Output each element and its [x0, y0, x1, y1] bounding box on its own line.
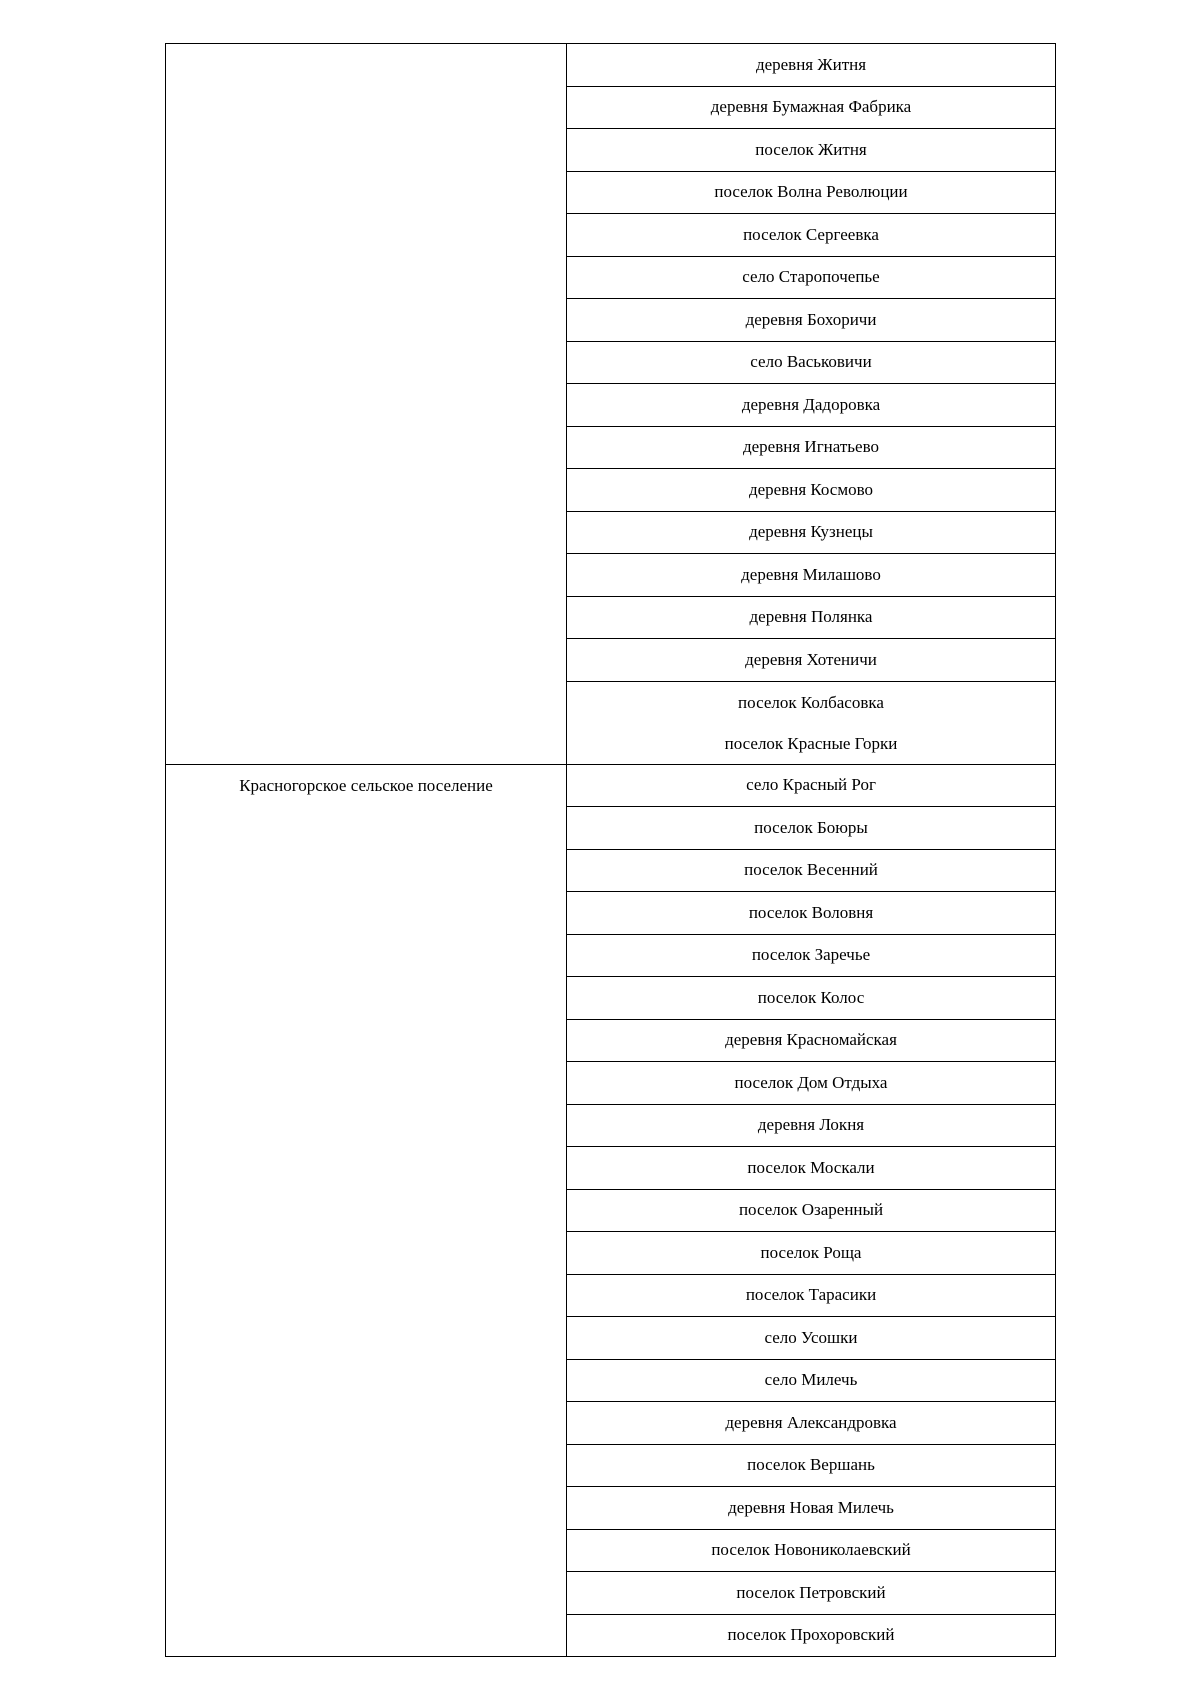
settlement-cell: деревня Красномайская	[567, 1019, 1056, 1062]
settlement-cell: деревня Бумажная Фабрика	[567, 86, 1056, 129]
settlement-cell: поселок Заречье	[567, 934, 1056, 977]
settlements-table-body	[166, 44, 1056, 1657]
district-cell	[166, 44, 567, 765]
settlement-cell: поселок Воловня	[567, 892, 1056, 935]
settlement-cell: поселок Прохоровский	[567, 1614, 1056, 1657]
settlement-cell: поселок Москали	[567, 1147, 1056, 1190]
settlements-table	[165, 43, 1056, 1657]
settlement-cell: поселок Весенний	[567, 849, 1056, 892]
settlement-cell: поселок Новониколаевский	[567, 1529, 1056, 1572]
settlement-cell: село Старопочепье	[567, 256, 1056, 299]
settlement-cell: село Милечь	[567, 1359, 1056, 1402]
settlement-cell: поселок Тарасики	[567, 1274, 1056, 1317]
settlement-line: поселок Колбасовка	[738, 692, 884, 712]
settlement-cell: деревня Бохоричи	[567, 299, 1056, 342]
settlement-cell: деревня Житня	[567, 44, 1056, 87]
settlement-cell: поселок Боюры	[567, 807, 1056, 850]
settlement-cell: деревня Александровка	[567, 1402, 1056, 1445]
settlement-line: поселок Красные Горки	[724, 733, 898, 753]
settlement-cell: поселок Сергеевка	[567, 214, 1056, 257]
settlement-cell: село Усошки	[567, 1317, 1056, 1360]
settlement-cell: деревня Милашово	[567, 554, 1056, 597]
settlement-cell: поселок Роща	[567, 1232, 1056, 1275]
table-row	[166, 44, 1056, 87]
table-row	[166, 764, 1056, 807]
settlement-cell: село Красный Рог	[567, 764, 1056, 807]
settlement-cell: деревня Локня	[567, 1104, 1056, 1147]
settlement-cell: поселок Петровский	[567, 1572, 1056, 1615]
document-page	[165, 43, 1055, 1660]
settlement-cell: деревня Дадоровка	[567, 384, 1056, 427]
settlement-cell: деревня Космово	[567, 469, 1056, 512]
settlement-cell: поселок Дом Отдыха	[567, 1062, 1056, 1105]
district-cell: Красногорское сельское поселение	[166, 764, 567, 1657]
settlement-cell-multi	[567, 681, 1056, 764]
settlement-cell: деревня Игнатьево	[567, 426, 1056, 469]
settlement-cell: деревня Новая Милечь	[567, 1487, 1056, 1530]
settlement-cell: деревня Полянка	[567, 596, 1056, 639]
settlement-cell: село Васьковичи	[567, 341, 1056, 384]
settlement-cell: поселок Колос	[567, 977, 1056, 1020]
settlement-cell: поселок Озаренный	[567, 1189, 1056, 1232]
settlement-cell: деревня Кузнецы	[567, 511, 1056, 554]
settlement-cell: поселок Житня	[567, 129, 1056, 172]
settlement-cell: поселок Вершань	[567, 1444, 1056, 1487]
settlement-cell: деревня Хотеничи	[567, 639, 1056, 682]
settlement-cell: поселок Волна Революции	[567, 171, 1056, 214]
